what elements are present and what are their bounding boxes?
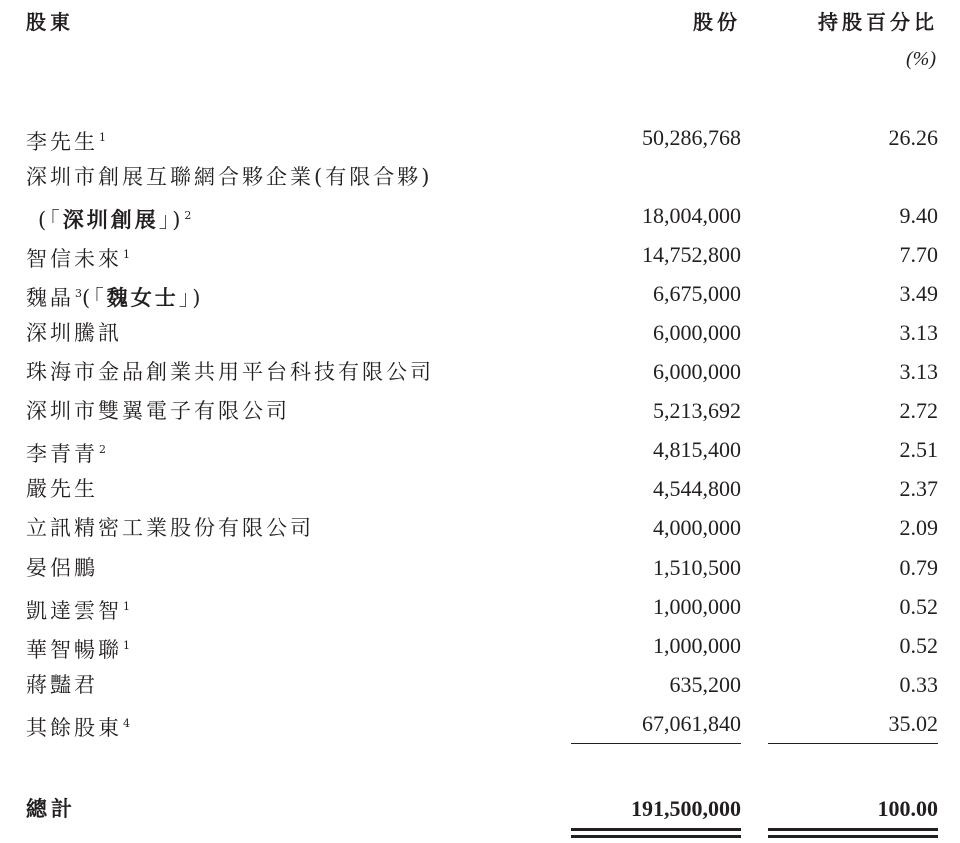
table-row bbox=[0, 588, 960, 626]
total-row bbox=[0, 790, 960, 828]
table-row bbox=[0, 197, 960, 235]
subtotal-rule-shares bbox=[571, 743, 741, 744]
table-row bbox=[0, 119, 960, 157]
shares-value: 67,061,840 bbox=[642, 711, 741, 736]
percentage-value: 2.37 bbox=[899, 476, 938, 501]
percentage-value: 2.72 bbox=[899, 398, 938, 423]
shares-value: 5,213,692 bbox=[653, 398, 741, 423]
total-percentage-value: 100.00 bbox=[877, 796, 938, 821]
table-row bbox=[0, 353, 960, 391]
shareholder-name: 珠海市金品創業共用平台科技有限公司 bbox=[26, 360, 434, 384]
table-row bbox=[0, 470, 960, 508]
shares-value: 6,675,000 bbox=[653, 281, 741, 306]
header-percentage: 持股百分比 bbox=[818, 10, 938, 34]
percentage-value: 3.49 bbox=[899, 281, 938, 306]
shares-value: 4,000,000 bbox=[653, 515, 741, 540]
shares-value: 635,200 bbox=[669, 672, 741, 697]
header-shares: 股份 bbox=[693, 10, 741, 34]
subtotal-rule-percentage bbox=[768, 743, 938, 744]
table-row bbox=[0, 236, 960, 274]
footnote-marker: 1 bbox=[123, 600, 130, 613]
shares-value: 1,510,500 bbox=[653, 555, 741, 580]
footnote-marker: 1 bbox=[123, 639, 130, 652]
shareholder-name: 李青青$^2$ bbox=[26, 442, 106, 466]
shareholder-name: 其餘股東$^4$ bbox=[26, 716, 130, 740]
footnote-marker: 1 bbox=[123, 248, 130, 261]
defined-term: 魏女士 bbox=[106, 286, 179, 310]
table-row bbox=[0, 158, 960, 196]
total-label: 總計 bbox=[26, 797, 76, 821]
shareholder-name: 李先生$^1$ bbox=[26, 130, 106, 154]
shareholder-name: 立訊精密工業股份有限公司 bbox=[26, 516, 314, 540]
shareholder-name: 深圳騰訊 bbox=[26, 321, 122, 345]
double-rule-shares-top bbox=[571, 828, 741, 831]
footnote-marker: 2 bbox=[99, 443, 106, 456]
shares-value: 50,286,768 bbox=[642, 125, 741, 150]
shares-value: 6,000,000 bbox=[653, 320, 741, 345]
shares-value: 18,004,000 bbox=[642, 203, 741, 228]
footnote-marker: 3 bbox=[75, 287, 82, 300]
shareholder-name: 凱達雲智$^1$ bbox=[26, 599, 130, 623]
table-row bbox=[0, 705, 960, 743]
footnote-marker: 1 bbox=[99, 131, 106, 144]
shares-value: 1,000,000 bbox=[653, 633, 741, 658]
shareholder-name: 晏侶鵬 bbox=[26, 556, 98, 580]
percentage-value: 0.33 bbox=[899, 672, 938, 697]
double-rule-percentage-top bbox=[768, 828, 938, 831]
shareholder-name: 深圳市雙翼電子有限公司 bbox=[26, 399, 290, 423]
shareholder-name: 智信未來$^1$ bbox=[26, 247, 130, 271]
header-name: 股東 bbox=[26, 10, 74, 34]
shares-value: 4,544,800 bbox=[653, 476, 741, 501]
table-row bbox=[0, 275, 960, 313]
table-row bbox=[0, 392, 960, 430]
percentage-value: 2.09 bbox=[899, 515, 938, 540]
table-row bbox=[0, 627, 960, 665]
double-rule-percentage-bottom bbox=[768, 835, 938, 838]
shares-value: 1,000,000 bbox=[653, 594, 741, 619]
percentage-value: 3.13 bbox=[899, 320, 938, 345]
shares-value: 6,000,000 bbox=[653, 359, 741, 384]
percentage-value: 7.70 bbox=[899, 242, 938, 267]
header-percentage-unit: (%) bbox=[906, 48, 936, 70]
shareholder-name: (「深圳創展」)$^2$ bbox=[38, 208, 192, 232]
table-row bbox=[0, 431, 960, 469]
percentage-value: 3.13 bbox=[899, 359, 938, 384]
shares-value: 4,815,400 bbox=[653, 437, 741, 462]
percentage-value: 26.26 bbox=[888, 125, 938, 150]
total-shares-value: 191,500,000 bbox=[631, 796, 741, 821]
shares-value: 14,752,800 bbox=[642, 242, 741, 267]
percentage-value: 2.51 bbox=[899, 437, 938, 462]
percentage-value: 0.52 bbox=[899, 594, 938, 619]
shareholder-name: 嚴先生 bbox=[26, 477, 98, 501]
footnote-marker: 2 bbox=[184, 209, 192, 222]
shareholder-name: 深圳市創展互聯網合夥企業(有限合夥) bbox=[26, 165, 433, 189]
table-row bbox=[0, 666, 960, 704]
percentage-value: 9.40 bbox=[899, 203, 938, 228]
double-rule-shares-bottom bbox=[571, 835, 741, 838]
shareholder-name: 蔣豔君 bbox=[26, 673, 98, 697]
defined-term: 深圳創展 bbox=[62, 208, 159, 232]
footnote-marker: 4 bbox=[123, 717, 130, 730]
percentage-value: 0.79 bbox=[899, 555, 938, 580]
percentage-value: 0.52 bbox=[899, 633, 938, 658]
percentage-value: 35.02 bbox=[888, 711, 938, 736]
table-row bbox=[0, 509, 960, 547]
shareholder-name: 華智暢聯$^1$ bbox=[26, 638, 130, 662]
shareholder-name: 魏晶$^3$(「魏女士」) bbox=[26, 286, 204, 310]
table-row bbox=[0, 314, 960, 352]
table-row bbox=[0, 549, 960, 587]
